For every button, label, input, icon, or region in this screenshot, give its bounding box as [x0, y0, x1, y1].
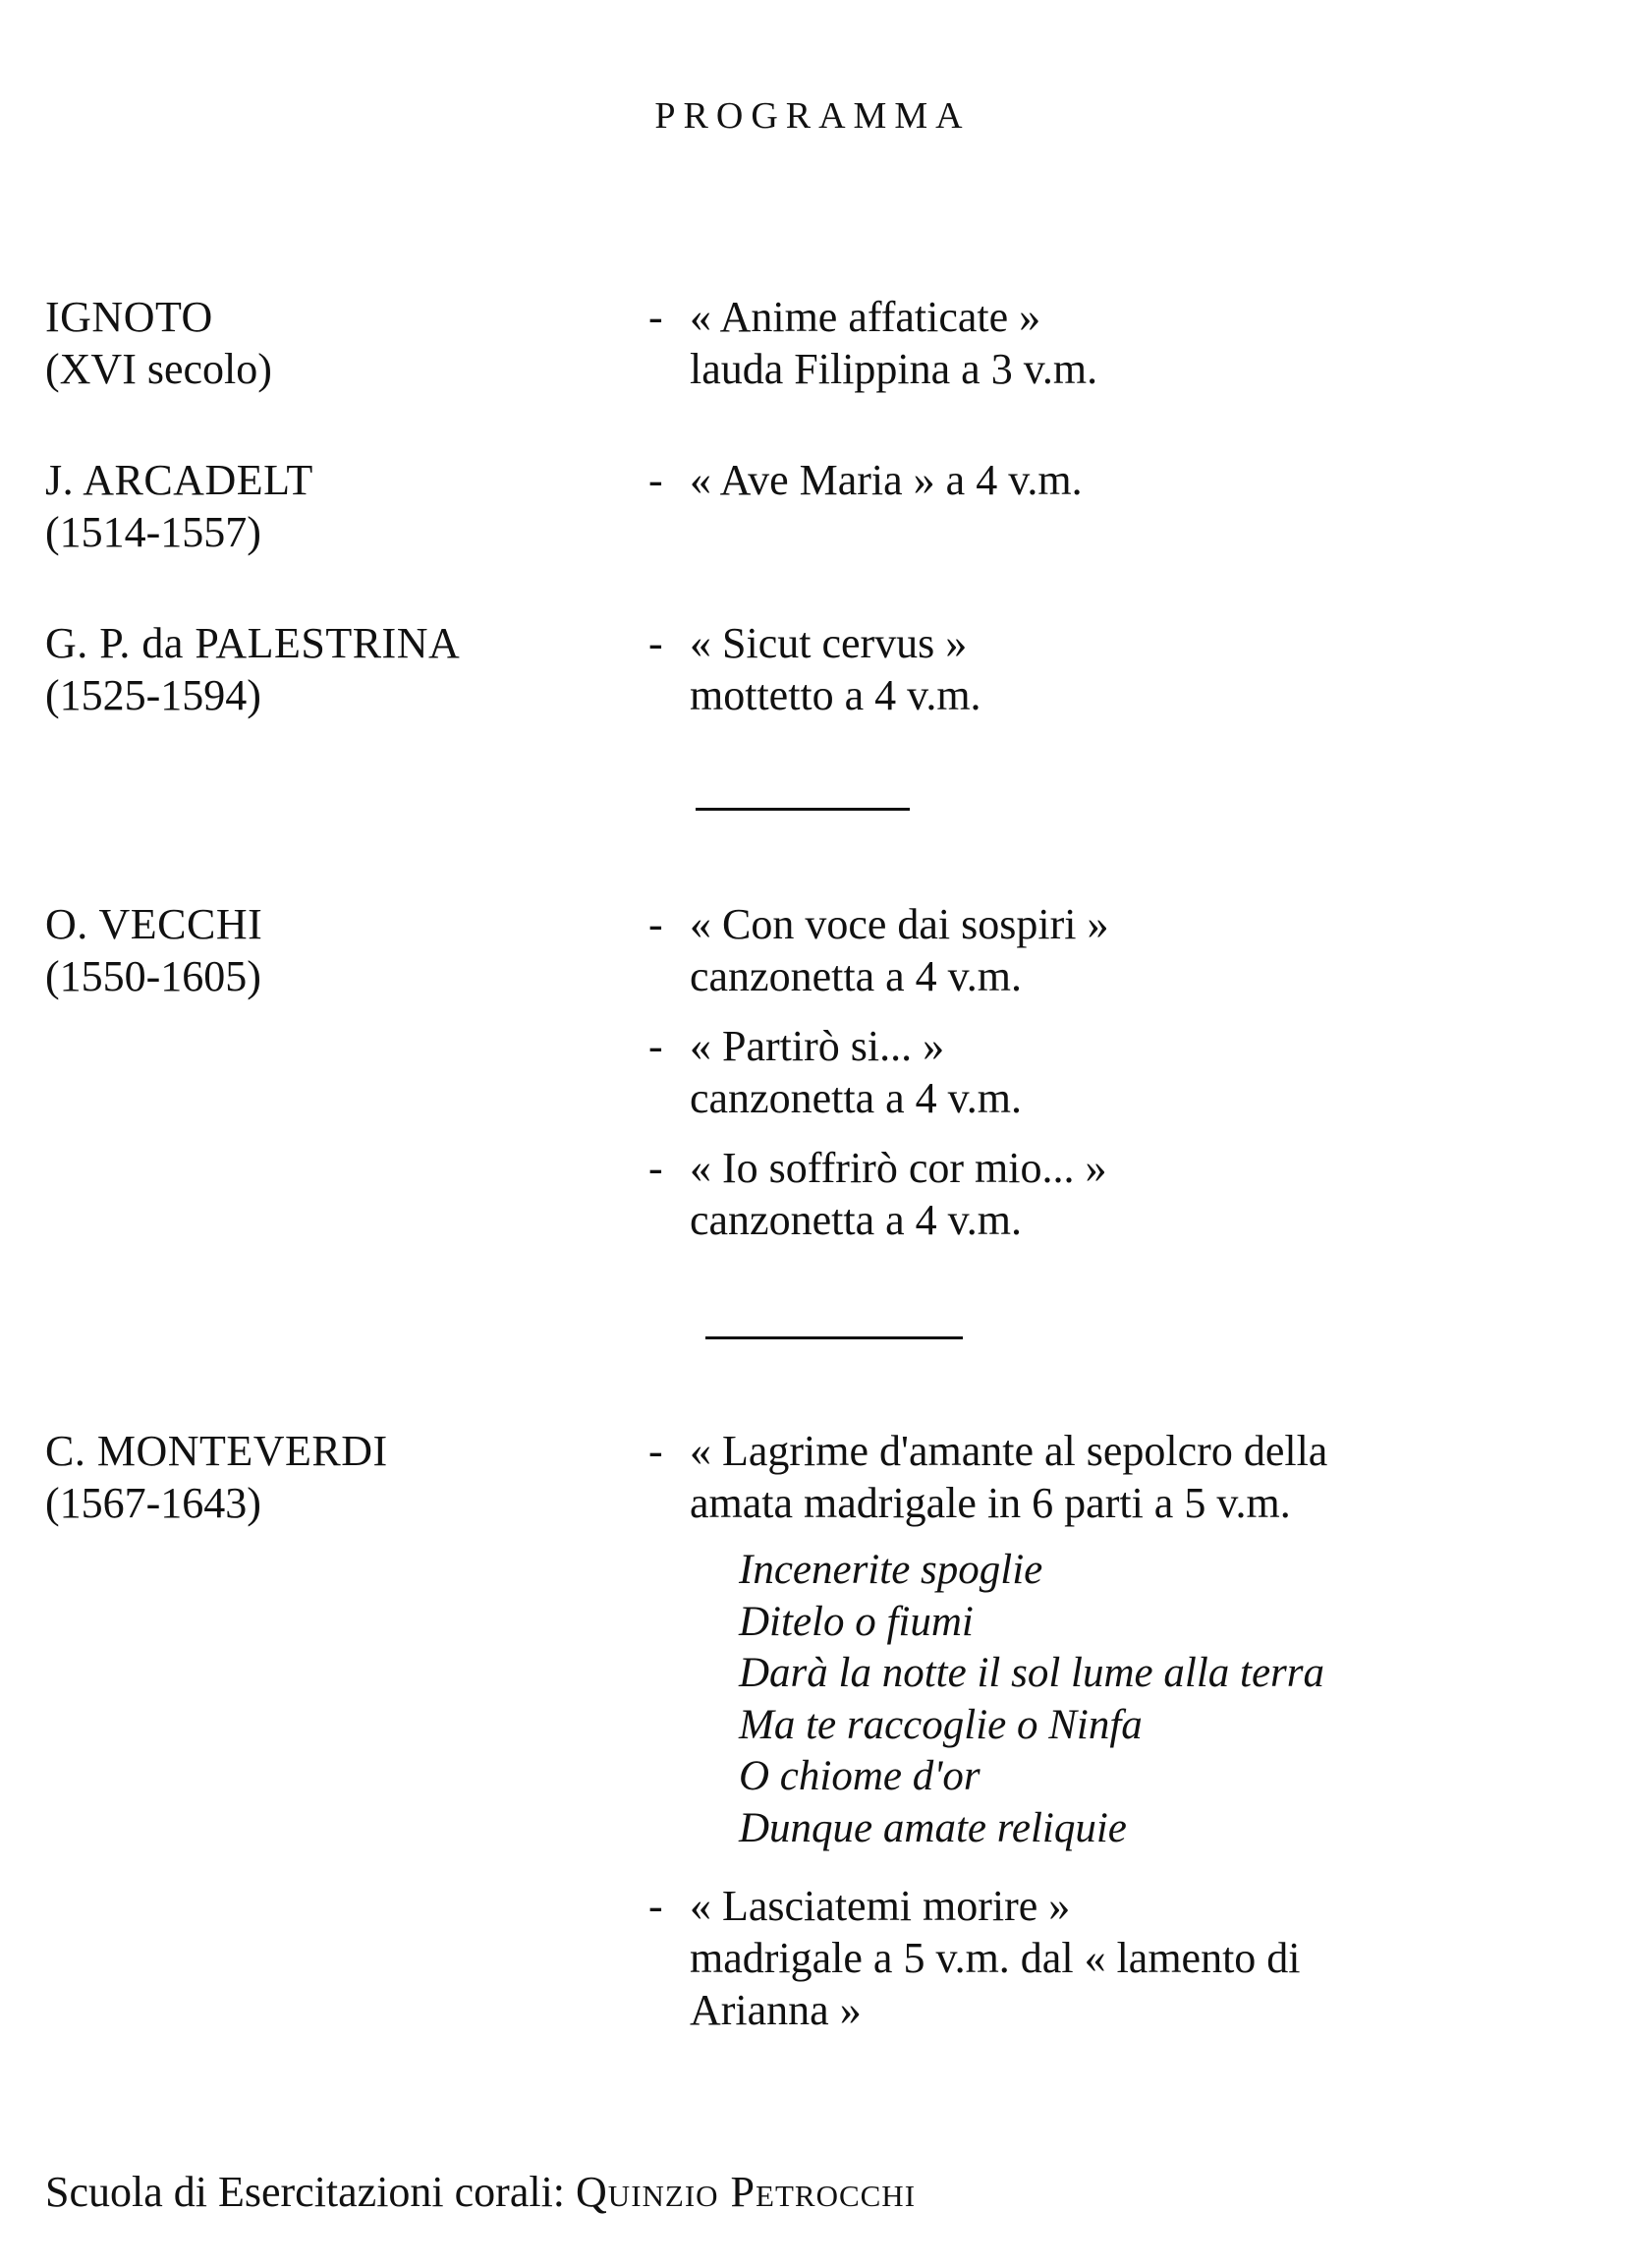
- dash-marker: -: [648, 456, 663, 504]
- madrigal-part: Ditelo o fiumi: [739, 1598, 974, 1645]
- dash-marker: -: [648, 1427, 663, 1475]
- dash-marker: -: [648, 1882, 663, 1930]
- footer-credit: [45, 2166, 916, 2218]
- work-title: « Partirò si... »: [690, 1022, 945, 1070]
- composer-dates: (XVI secolo): [45, 345, 272, 393]
- madrigal-part: Darà la notte il sol lume alla terra: [739, 1650, 1325, 1696]
- work-title: « Lasciatemi morire »: [690, 1882, 1071, 1930]
- madrigal-part: Dunque amate reliquie: [739, 1804, 1127, 1851]
- composer-block: [45, 617, 460, 721]
- work-description: canzonetta a 4 v.m.: [690, 1196, 1022, 1244]
- work-description: mottetto a 4 v.m.: [690, 671, 981, 719]
- dash-marker: -: [648, 1022, 663, 1070]
- work-title: « Ave Maria » a 4 v.m.: [690, 456, 1083, 504]
- works-list: [648, 898, 1568, 1246]
- work-description: madrigale a 5 v.m. dal « lamento di: [690, 1934, 1301, 1982]
- composer-name: J. ARCADELT: [45, 456, 313, 504]
- works-list: [648, 1425, 1568, 2036]
- composer-name: IGNOTO: [45, 293, 213, 341]
- composer-dates: (1525-1594): [45, 671, 261, 719]
- composer-name: O. VECCHI: [45, 900, 263, 948]
- work-description: canzonetta a 4 v.m.: [690, 952, 1022, 1000]
- work-item: [648, 898, 1568, 1002]
- composer-block: [45, 1425, 388, 1529]
- dash-marker: -: [648, 619, 663, 667]
- madrigal-part: Incenerite spoglie: [739, 1547, 1043, 1593]
- work-item: [648, 291, 1568, 395]
- work-item: [648, 454, 1568, 506]
- work-title: « Anime affaticate »: [690, 293, 1041, 341]
- composer-block: [45, 454, 313, 558]
- footer-label: Scuola di Esercitazioni corali:: [45, 2168, 566, 2216]
- dash-marker: -: [648, 900, 663, 948]
- works-list: [648, 454, 1568, 506]
- madrigal-part: Ma te raccoglie o Ninfa: [739, 1701, 1143, 1748]
- composer-dates: (1567-1643): [45, 1479, 261, 1527]
- dash-marker: -: [648, 1144, 663, 1192]
- section-divider: [705, 1336, 963, 1339]
- work-item: [648, 1020, 1568, 1124]
- dash-marker: -: [648, 293, 663, 341]
- work-title: « Con voce dai sospiri »: [690, 900, 1109, 948]
- section-divider: [696, 808, 910, 811]
- works-list: [648, 291, 1568, 395]
- work-item: [648, 1425, 1568, 1854]
- works-list: [648, 617, 1568, 721]
- madrigal-parts-list: [690, 1545, 1568, 1854]
- work-item: [648, 1142, 1568, 1246]
- composer-dates: (1550-1605): [45, 952, 261, 1000]
- work-description: amata madrigale in 6 parti a 5 v.m.: [690, 1479, 1291, 1527]
- madrigal-part: O chiome d'or: [739, 1753, 981, 1799]
- work-title: « Io soffrirò cor mio... »: [690, 1144, 1107, 1192]
- composer-name: G. P. da PALESTRINA: [45, 619, 461, 667]
- work-description-continued: Arianna »: [690, 1986, 862, 2034]
- director-name: Quinzio Petrocchi: [576, 2168, 917, 2216]
- work-description: lauda Filippina a 3 v.m.: [690, 345, 1098, 393]
- composer-block: [45, 291, 272, 395]
- work-item: [648, 617, 1568, 721]
- work-title: « Lagrime d'amante al sepolcro della: [690, 1427, 1328, 1475]
- work-description: canzonetta a 4 v.m.: [690, 1074, 1022, 1122]
- page-title: PROGRAMMA: [654, 95, 971, 137]
- work-item: [648, 1880, 1568, 2036]
- composer-block: [45, 898, 262, 1002]
- composer-dates: (1514-1557): [45, 508, 261, 556]
- work-title: « Sicut cervus »: [690, 619, 968, 667]
- composer-name: C. MONTEVERDI: [45, 1427, 388, 1475]
